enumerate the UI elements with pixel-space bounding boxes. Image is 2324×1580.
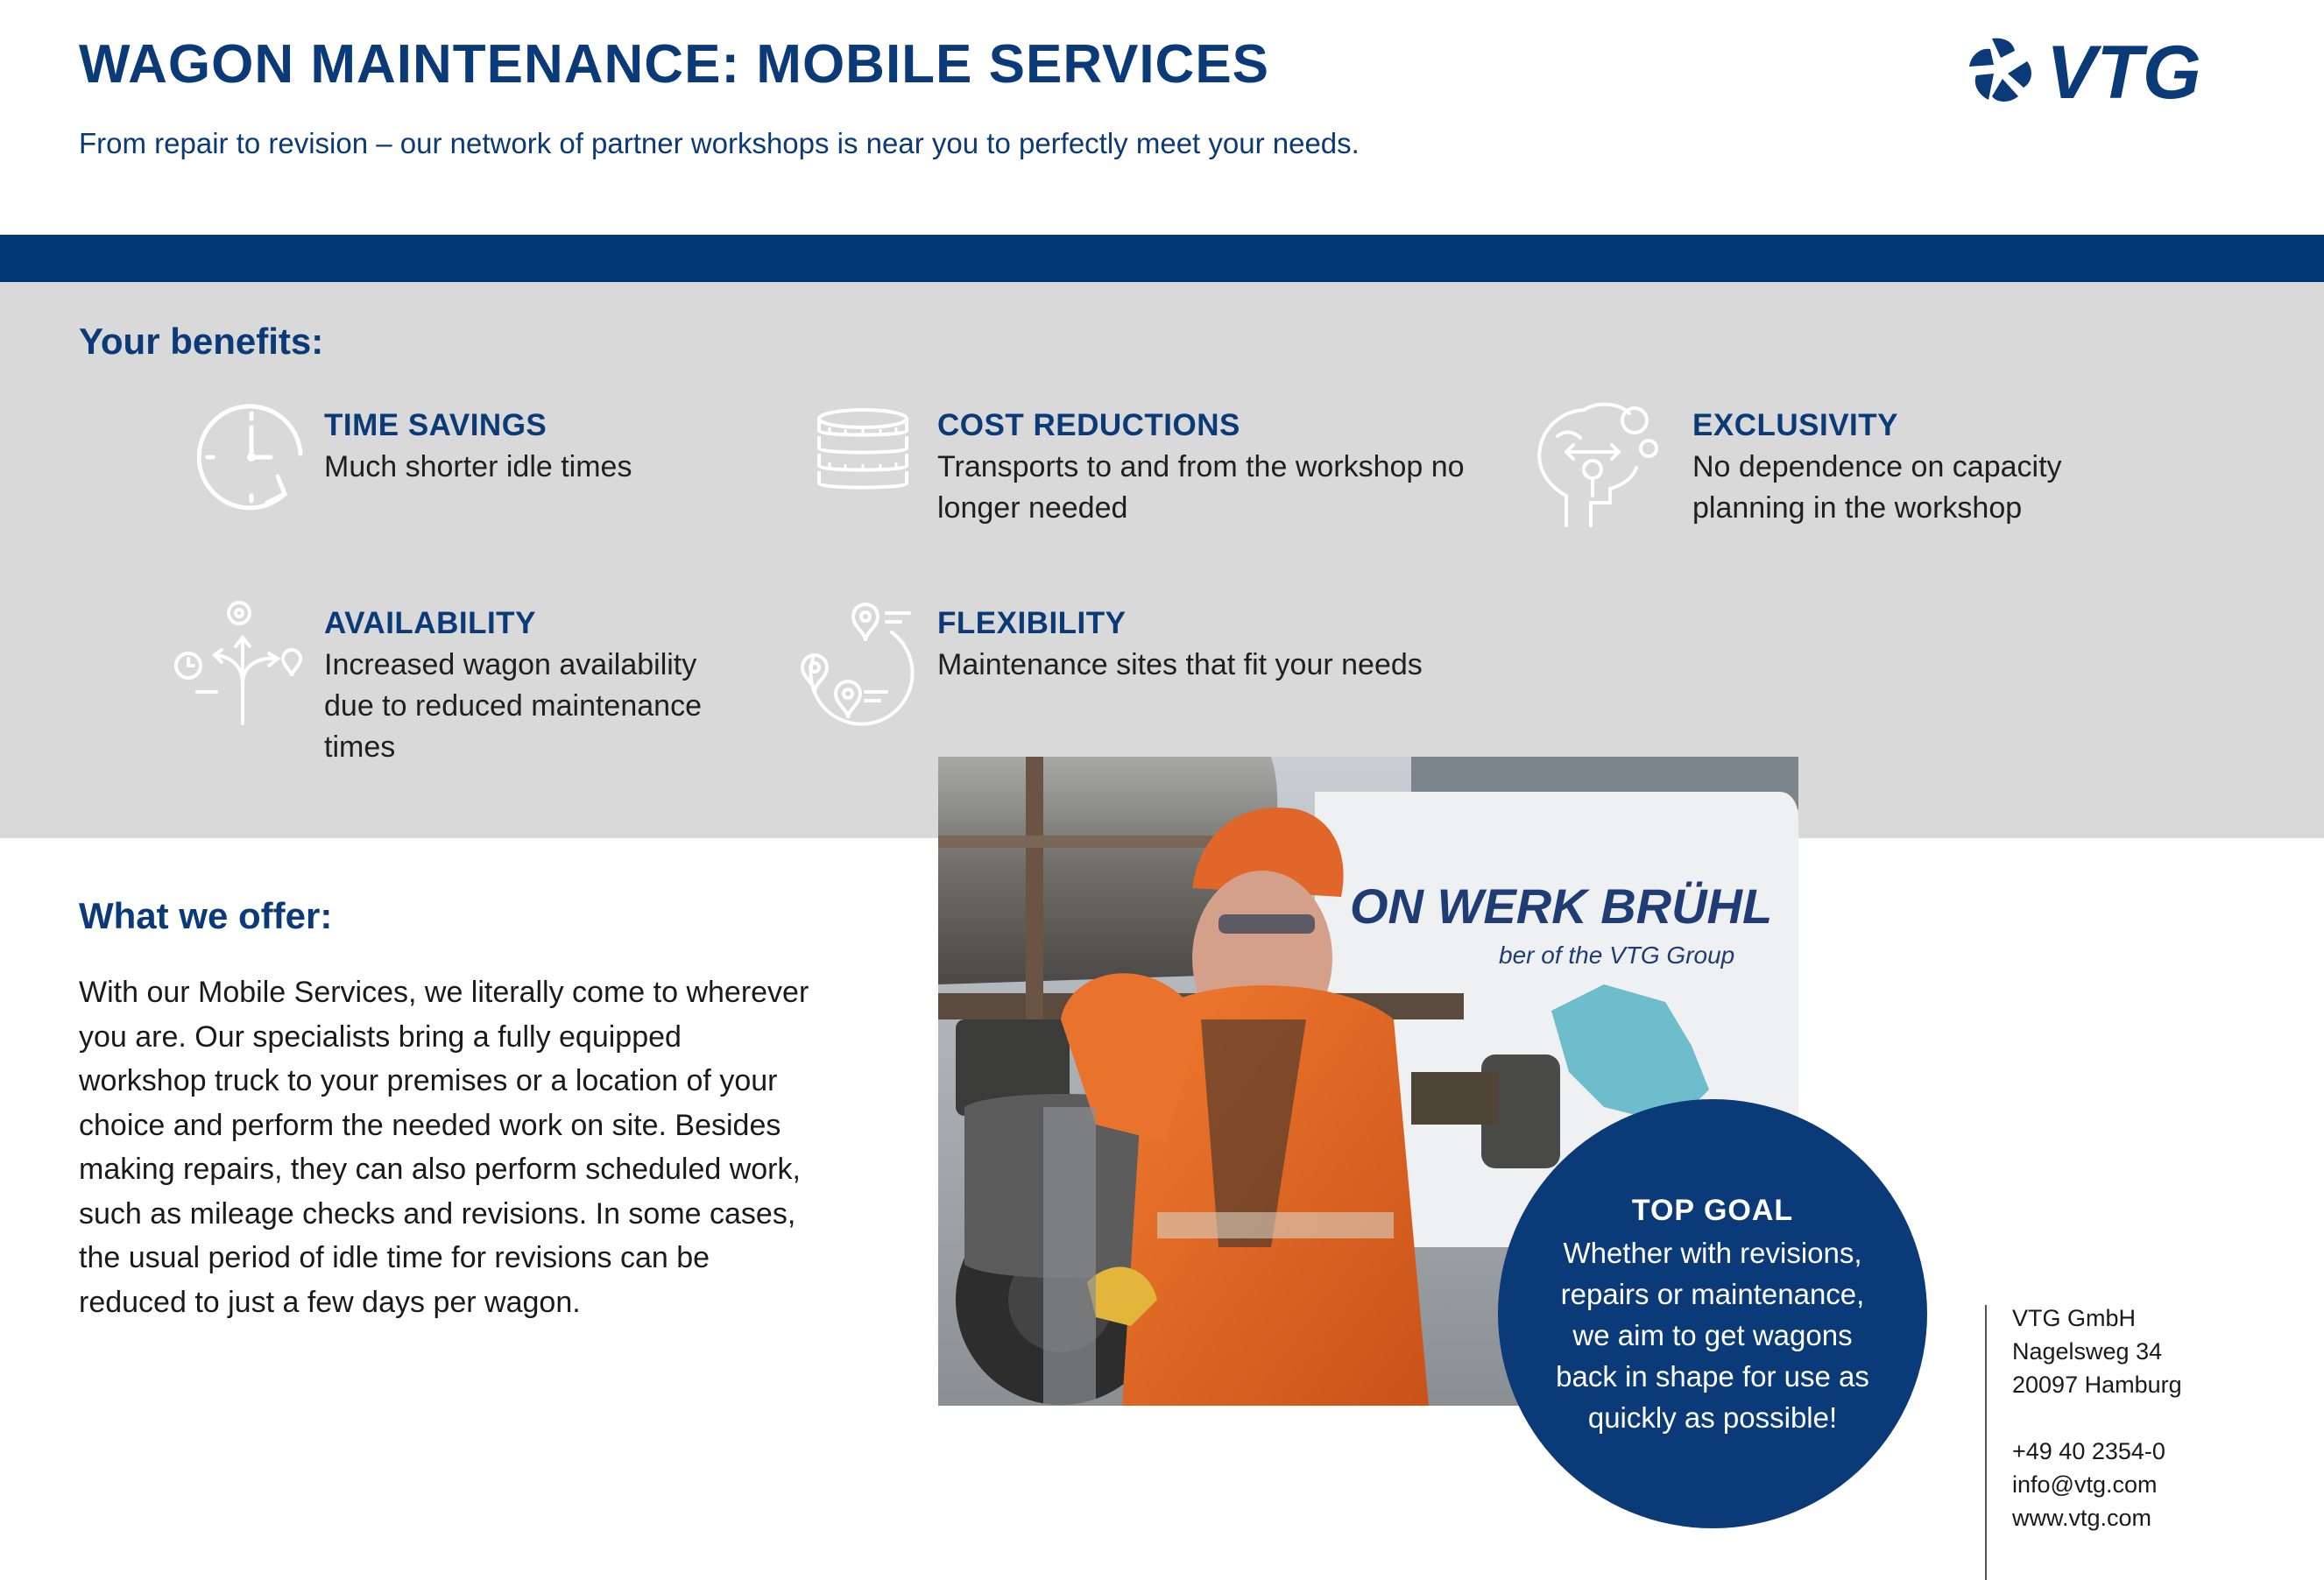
benefit-text: No dependence on capacity planning in the workshop (1692, 450, 2062, 525)
clock-icon (197, 403, 311, 517)
van-sublettering: ber of the VTG Group (1499, 942, 1735, 969)
contact-website[interactable]: www.vtg.com (2012, 1505, 2152, 1531)
page-title: WAGON MAINTENANCE: MOBILE SERVICES (79, 34, 1270, 95)
location-pins-icon (795, 596, 927, 736)
contact-divider (1985, 1305, 1987, 1580)
benefit-text: Much shorter idle times (324, 450, 632, 483)
goal-text: Whether with revisions, repairs or maintenance, we aim to get wagons back in shape for use as quickly as possible! (1556, 1237, 1869, 1434)
coins-icon (810, 405, 915, 501)
top-goal-circle (1498, 1099, 1927, 1528)
benefit-title: COST REDUCTIONS (937, 408, 1240, 442)
benefits-panel (0, 282, 2324, 838)
header-divider-bar (0, 235, 2324, 282)
benefits-heading: Your benefits: (79, 321, 324, 362)
offer-heading: What we offer: (79, 895, 333, 936)
benefit-text: Increased wagon availability due to reduced maintenance times (324, 648, 702, 764)
contact-email[interactable]: info@vtg.com (2012, 1471, 2158, 1498)
page-subtitle: From repair to revision – our network of partner workshops is near you to perfectly meet your needs. (79, 127, 1360, 159)
contact-phone: +49 40 2354-0 (2012, 1438, 2165, 1464)
benefit-title: EXCLUSIVITY (1692, 408, 1898, 442)
offer-body-text: With our Mobile Services, we literally come to wherever you are. Our specialists bring a fully equipped workshop truck to your premises or a location of your choice and perform the needed work on site. Besides making repairs, they can also perform scheduled work, such as mileage checks and revisions. In some cases, the usual period of idle time for revisions can be reduced to just a few days per wagon. (79, 976, 809, 1319)
vtg-logo (1962, 32, 2251, 110)
benefit-title: AVAILABILITY (324, 606, 536, 640)
benefit-title: TIME SAVINGS (324, 408, 547, 442)
contact-city: 20097 Hamburg (2012, 1372, 2182, 1398)
contact-block (2012, 1301, 2182, 1534)
logo-text: VTG (2046, 32, 2201, 110)
brain-gears-icon (1531, 394, 1663, 534)
benefit-title: FLEXIBILITY (937, 606, 1127, 640)
van-lettering: ON WERK BRÜHL (1350, 878, 1773, 934)
routes-icon (171, 596, 311, 727)
benefit-text: Transports to and from the workshop no longer needed (937, 450, 1465, 525)
benefit-text: Maintenance sites that fit your needs (937, 648, 1423, 681)
contact-street: Nagelsweg 34 (2012, 1338, 2163, 1365)
contact-company: VTG GmbH (2012, 1305, 2137, 1331)
goal-title: TOP GOAL (1631, 1194, 1794, 1227)
